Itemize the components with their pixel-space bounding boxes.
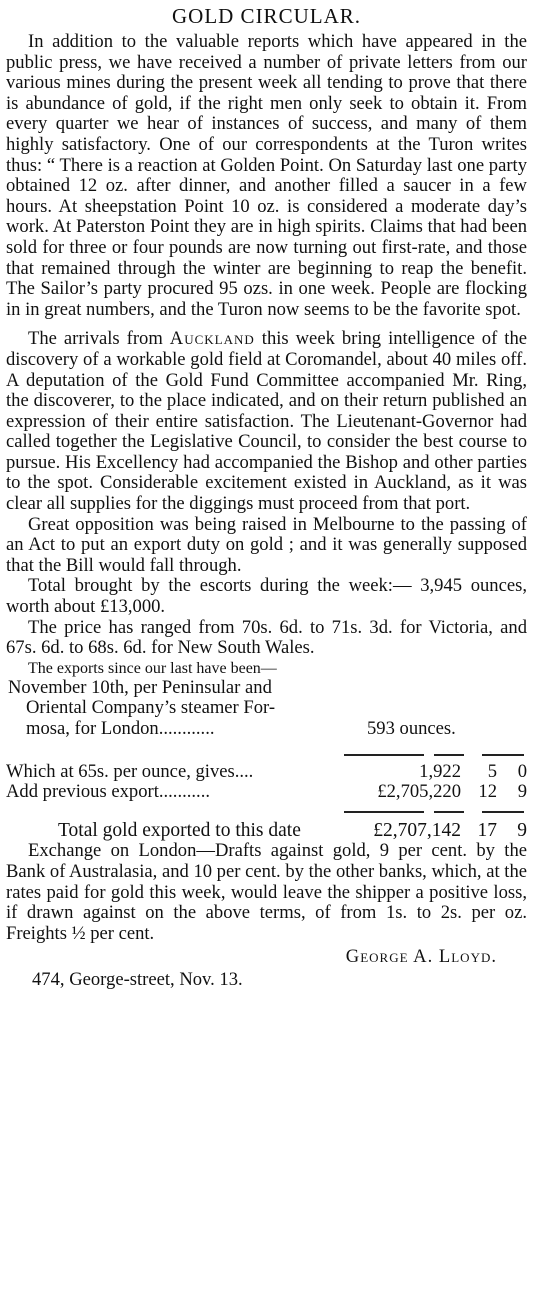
- total-pence: 9: [517, 819, 527, 841]
- paragraph-auckland: [6, 329, 527, 514]
- exports-line-2: Oriental Company’s steamer For-: [26, 697, 276, 719]
- paragraph-melbourne: Great opposition was being raised in Melbourne to the passing of an Act to put an export duty on gold ; and it was generally supposed that the Bill would fall through.: [6, 513, 527, 576]
- exports-line-3-row: [6, 719, 527, 740]
- address-line: 474, George-street, Nov. 13.: [32, 969, 243, 991]
- auckland-place: Auckland: [169, 328, 255, 350]
- paragraph-mines-report: In addition to the valuable reports which have appeared in the public press, we have received a number of private letters from our various mines during the present week all tending to prove that there is abundance of gold, if the right men only seek to obtain it. From every quarter we hear of instances of success, and many of them highly satisfactory. One of our correspondents at the Turon writes thus: “ There is a reaction at Golden Point. On Saturday last one party obtained 12 oz. after dinner, and another filled a saucer in a few hours. At sheepstation Point 10 oz. is considered a moderate day’s work. At Paterston Point they are in high spirits. Claims that had been sold for three or four pounds are now turning out first-rate, and those that remained through the winter are beginning to reap the benefit. The Sailor’s party procured 95 ozs. in one week. People are flocking in in great numbers, and the Turon now seems to be the favorite spot.: [6, 31, 527, 320]
- page-title: GOLD CIRCULAR.: [171, 4, 361, 28]
- auckland-before: The arrivals from: [28, 328, 163, 350]
- row-pounds: £2,705,220: [377, 781, 461, 803]
- exports-row-gives: [6, 762, 527, 783]
- exports-lead: The exports since our last have been—: [28, 659, 277, 677]
- rule-upper: [6, 748, 527, 762]
- row-shillings: 5: [487, 760, 497, 782]
- exports-table: [6, 659, 527, 842]
- row-shillings: 12: [478, 781, 497, 803]
- paragraph-price: The price has ranged from 70s. 6d. to 71s. 3d. for Victoria, and 67s. 6d. to 68s. 6d. for New South Wales.: [6, 616, 527, 659]
- rule-shillings: [434, 811, 464, 813]
- exports-line-3: mosa, for London............: [26, 718, 215, 739]
- row-label: Which at 65s. per ounce, gives....: [6, 760, 254, 782]
- row-pence: 9: [517, 781, 527, 803]
- exports-row-previous: [6, 782, 527, 803]
- exports-total-row: [6, 821, 527, 842]
- auckland-after: this week bring intelligence of the discovery of a workable gold field at Coromandel, about 40 miles off. A deputation of the Gold Fund Committee accompanied Mr. Ring, the discoverer, to the place indicated, and on their return published an expression of their entire satisfaction. The Lieutenant-Governor had called together the Legislative Council, to consider the best course to pursue. His Excellency had accompanied the Bishop and other parties to the spot. Considerable excitement existed in Auckland, as it was clear all supplies for the diggings must proceed from that port.: [6, 328, 528, 515]
- rule-pence: [482, 811, 524, 813]
- signature: George A. Lloyd.: [345, 946, 497, 968]
- total-pounds: £2,707,142: [373, 819, 461, 841]
- total-label: Total gold exported to this date: [58, 819, 301, 841]
- rule-pence: [482, 754, 524, 756]
- rule-shillings: [434, 754, 464, 756]
- exports-line-1: November 10th, per Peninsular and: [8, 676, 272, 698]
- row-label: Add previous export...........: [6, 781, 210, 803]
- paragraph-escorts: Total brought by the escorts during the week:— 3,945 ounces, worth about £13,000.: [6, 575, 527, 618]
- total-shillings: 17: [477, 819, 497, 841]
- rule-pounds: [344, 754, 424, 756]
- exports-ounces: 593 ounces.: [367, 718, 456, 739]
- row-pence: 0: [517, 760, 527, 782]
- paragraph-exchange: Exchange on London—Drafts against gold, 9 per cent. by the Bank of Australasia, and 10 per cent. by the other banks, which, at the rates paid for gold this week, would leave the shipper a positive loss, if drawn against on the above terms, of from 1s. to 2s. per oz. Freights ½ per cent.: [6, 840, 527, 944]
- rule-lower: [6, 805, 527, 821]
- row-pounds: 1,922: [419, 760, 461, 782]
- rule-pounds: [344, 811, 424, 813]
